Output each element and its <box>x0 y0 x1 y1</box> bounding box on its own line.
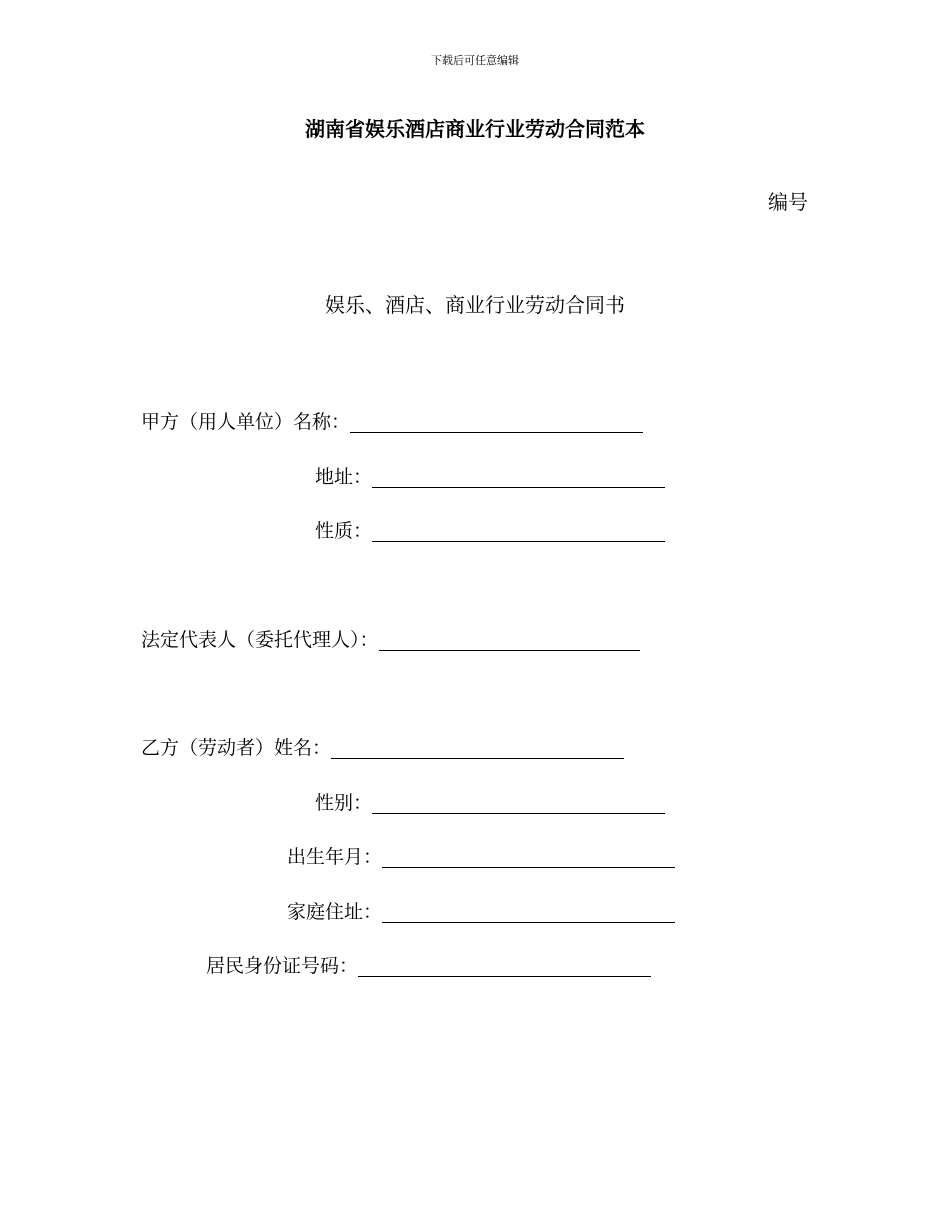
party-b-gender-field <box>315 790 665 816</box>
legal-rep-field <box>141 627 640 653</box>
party-b-name-blank[interactable] <box>331 738 624 759</box>
document-title: 湖南省娱乐酒店商业行业劳动合同范本 <box>305 117 645 141</box>
legal-rep-blank[interactable] <box>379 630 640 651</box>
party-b-birth-field <box>287 844 675 870</box>
party-a-nature-field <box>315 518 665 544</box>
contract-subtitle: 娱乐、酒店、商业行业劳动合同书 <box>325 293 625 317</box>
party-b-home-address-blank[interactable] <box>382 902 675 923</box>
serial-number-label: 编号 <box>768 190 808 214</box>
party-b-name-label: 乙方（劳动者）姓名： <box>141 737 332 759</box>
party-a-nature-label: 性质： <box>315 520 373 542</box>
party-b-gender-blank[interactable] <box>372 793 665 814</box>
party-a-nature-blank[interactable] <box>372 521 665 542</box>
party-b-id-number-label: 居民身份证号码： <box>206 955 359 977</box>
party-b-home-address-field <box>287 899 675 925</box>
party-b-gender-label: 性别： <box>315 792 373 814</box>
party-a-address-field <box>315 464 665 490</box>
party-a-name-field <box>141 409 643 435</box>
party-a-address-blank[interactable] <box>372 467 665 488</box>
legal-rep-label: 法定代表人（委托代理人）： <box>141 629 379 651</box>
party-b-birth-blank[interactable] <box>382 847 675 868</box>
header-note: 下载后可任意编辑 <box>431 54 519 67</box>
party-b-id-number-blank[interactable] <box>358 956 651 977</box>
party-a-name-label: 甲方（用人单位）名称： <box>141 411 351 433</box>
party-b-birth-label: 出生年月： <box>287 846 383 868</box>
party-b-id-number-field <box>206 953 651 979</box>
party-b-home-address-label: 家庭住址： <box>287 901 383 923</box>
party-a-address-label: 地址： <box>315 466 373 488</box>
party-a-name-blank[interactable] <box>350 412 643 433</box>
party-b-name-field <box>141 735 624 761</box>
